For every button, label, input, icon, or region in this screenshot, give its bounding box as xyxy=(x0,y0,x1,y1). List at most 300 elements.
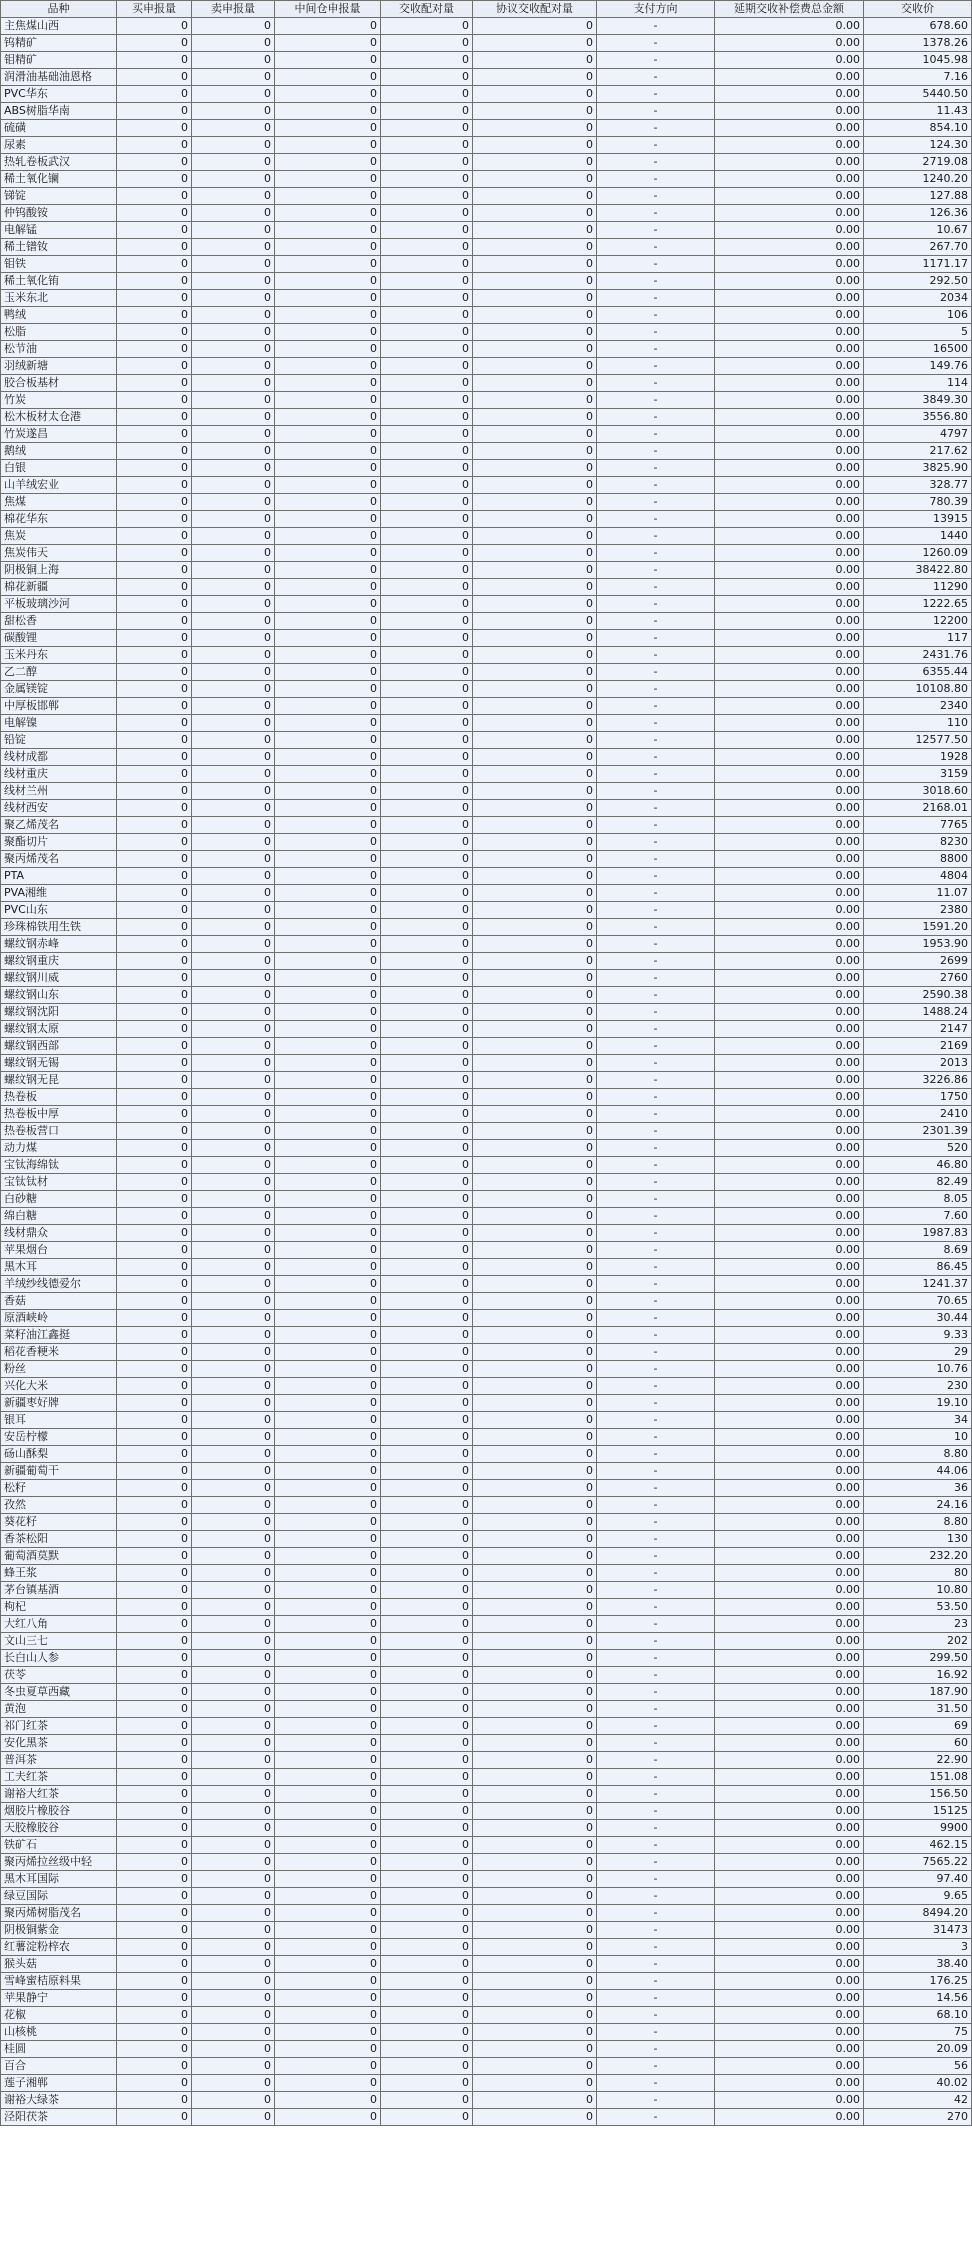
cell-deferred-compensation: 0.00 xyxy=(715,953,864,970)
cell-variety: 热轧卷板武汉 xyxy=(1,154,117,171)
cell-variety: 钼精矿 xyxy=(1,52,117,69)
cell-intermediate-declared: 0 xyxy=(275,409,381,426)
cell-agreement-matched-qty: 0 xyxy=(473,1633,597,1650)
cell-matched-qty: 0 xyxy=(381,800,473,817)
cell-buy-declared: 0 xyxy=(117,1293,192,1310)
cell-agreement-matched-qty: 0 xyxy=(473,1344,597,1361)
cell-delivery-price: 7.16 xyxy=(864,69,972,86)
cell-matched-qty: 0 xyxy=(381,1973,473,1990)
cell-buy-declared: 0 xyxy=(117,1939,192,1956)
cell-deferred-compensation: 0.00 xyxy=(715,1922,864,1939)
cell-agreement-matched-qty: 0 xyxy=(473,545,597,562)
cell-sell-declared: 0 xyxy=(192,630,275,647)
cell-delivery-price: 11290 xyxy=(864,579,972,596)
cell-variety: 原酒峡岭 xyxy=(1,1310,117,1327)
cell-sell-declared: 0 xyxy=(192,1021,275,1038)
cell-agreement-matched-qty: 0 xyxy=(473,1667,597,1684)
cell-delivery-price: 114 xyxy=(864,375,972,392)
cell-variety: 猴头菇 xyxy=(1,1956,117,1973)
cell-intermediate-declared: 0 xyxy=(275,1548,381,1565)
cell-deferred-compensation: 0.00 xyxy=(715,1327,864,1344)
cell-agreement-matched-qty: 0 xyxy=(473,1310,597,1327)
cell-sell-declared: 0 xyxy=(192,69,275,86)
cell-sell-declared: 0 xyxy=(192,1786,275,1803)
cell-matched-qty: 0 xyxy=(381,52,473,69)
cell-intermediate-declared: 0 xyxy=(275,1276,381,1293)
cell-sell-declared: 0 xyxy=(192,919,275,936)
cell-matched-qty: 0 xyxy=(381,1599,473,1616)
cell-sell-declared: 0 xyxy=(192,1038,275,1055)
cell-agreement-matched-qty: 0 xyxy=(473,460,597,477)
cell-payment-direction: - xyxy=(597,1293,715,1310)
cell-deferred-compensation: 0.00 xyxy=(715,1735,864,1752)
cell-buy-declared: 0 xyxy=(117,426,192,443)
cell-delivery-price: 3849.30 xyxy=(864,392,972,409)
cell-sell-declared: 0 xyxy=(192,1429,275,1446)
cell-payment-direction: - xyxy=(597,953,715,970)
cell-delivery-price: 9.65 xyxy=(864,1888,972,1905)
table-row xyxy=(1,307,972,324)
cell-matched-qty: 0 xyxy=(381,1463,473,1480)
table-row xyxy=(1,919,972,936)
table-row xyxy=(1,2109,972,2126)
cell-delivery-price: 12200 xyxy=(864,613,972,630)
cell-payment-direction: - xyxy=(597,1327,715,1344)
table-row xyxy=(1,69,972,86)
cell-matched-qty: 0 xyxy=(381,273,473,290)
cell-variety: 热卷板中厚 xyxy=(1,1106,117,1123)
cell-buy-declared: 0 xyxy=(117,1650,192,1667)
cell-buy-declared: 0 xyxy=(117,2058,192,2075)
cell-matched-qty: 0 xyxy=(381,511,473,528)
cell-delivery-price: 69 xyxy=(864,1718,972,1735)
cell-sell-declared: 0 xyxy=(192,1225,275,1242)
cell-intermediate-declared: 0 xyxy=(275,885,381,902)
cell-payment-direction: - xyxy=(597,562,715,579)
cell-payment-direction: - xyxy=(597,936,715,953)
cell-deferred-compensation: 0.00 xyxy=(715,698,864,715)
cell-delivery-price: 68.10 xyxy=(864,2007,972,2024)
cell-variety: 百合 xyxy=(1,2058,117,2075)
cell-deferred-compensation: 0.00 xyxy=(715,409,864,426)
cell-variety: 黄泡 xyxy=(1,1701,117,1718)
cell-matched-qty: 0 xyxy=(381,528,473,545)
cell-delivery-price: 230 xyxy=(864,1378,972,1395)
cell-delivery-price: 5 xyxy=(864,324,972,341)
cell-payment-direction: - xyxy=(597,1684,715,1701)
cell-matched-qty: 0 xyxy=(381,1140,473,1157)
cell-agreement-matched-qty: 0 xyxy=(473,970,597,987)
cell-delivery-price: 1378.26 xyxy=(864,35,972,52)
cell-payment-direction: - xyxy=(597,1395,715,1412)
cell-intermediate-declared: 0 xyxy=(275,103,381,120)
cell-deferred-compensation: 0.00 xyxy=(715,681,864,698)
cell-variety: 竹炭 xyxy=(1,392,117,409)
cell-matched-qty: 0 xyxy=(381,1990,473,2007)
cell-sell-declared: 0 xyxy=(192,1548,275,1565)
cell-matched-qty: 0 xyxy=(381,2092,473,2109)
cell-variety: 松籽 xyxy=(1,1480,117,1497)
cell-sell-declared: 0 xyxy=(192,834,275,851)
cell-buy-declared: 0 xyxy=(117,1582,192,1599)
cell-buy-declared: 0 xyxy=(117,511,192,528)
table-row xyxy=(1,1684,972,1701)
cell-sell-declared: 0 xyxy=(192,970,275,987)
cell-agreement-matched-qty: 0 xyxy=(473,2109,597,2126)
cell-sell-declared: 0 xyxy=(192,1106,275,1123)
cell-deferred-compensation: 0.00 xyxy=(715,1650,864,1667)
cell-deferred-compensation: 0.00 xyxy=(715,562,864,579)
cell-sell-declared: 0 xyxy=(192,1956,275,1973)
cell-sell-declared: 0 xyxy=(192,783,275,800)
cell-buy-declared: 0 xyxy=(117,1463,192,1480)
cell-payment-direction: - xyxy=(597,1633,715,1650)
table-row xyxy=(1,851,972,868)
table-row xyxy=(1,1854,972,1871)
table-row xyxy=(1,324,972,341)
cell-delivery-price: 31473 xyxy=(864,1922,972,1939)
col-header-sell-declared: 卖申报量 xyxy=(192,1,275,18)
cell-agreement-matched-qty: 0 xyxy=(473,1956,597,1973)
table-row xyxy=(1,868,972,885)
cell-matched-qty: 0 xyxy=(381,1803,473,1820)
cell-buy-declared: 0 xyxy=(117,460,192,477)
cell-matched-qty: 0 xyxy=(381,1854,473,1871)
cell-delivery-price: 149.76 xyxy=(864,358,972,375)
table-row xyxy=(1,1293,972,1310)
cell-intermediate-declared: 0 xyxy=(275,528,381,545)
table-row xyxy=(1,715,972,732)
cell-variety: 竹炭遂昌 xyxy=(1,426,117,443)
cell-agreement-matched-qty: 0 xyxy=(473,375,597,392)
cell-matched-qty: 0 xyxy=(381,1004,473,1021)
cell-sell-declared: 0 xyxy=(192,1837,275,1854)
cell-agreement-matched-qty: 0 xyxy=(473,1854,597,1871)
cell-deferred-compensation: 0.00 xyxy=(715,987,864,1004)
cell-intermediate-declared: 0 xyxy=(275,1650,381,1667)
cell-deferred-compensation: 0.00 xyxy=(715,851,864,868)
cell-deferred-compensation: 0.00 xyxy=(715,1871,864,1888)
cell-payment-direction: - xyxy=(597,2041,715,2058)
cell-buy-declared: 0 xyxy=(117,1395,192,1412)
table-row xyxy=(1,171,972,188)
cell-deferred-compensation: 0.00 xyxy=(715,2109,864,2126)
cell-buy-declared: 0 xyxy=(117,1412,192,1429)
cell-sell-declared: 0 xyxy=(192,1531,275,1548)
table-row xyxy=(1,1582,972,1599)
cell-payment-direction: - xyxy=(597,2109,715,2126)
cell-delivery-price: 16500 xyxy=(864,341,972,358)
cell-delivery-price: 8494.20 xyxy=(864,1905,972,1922)
cell-deferred-compensation: 0.00 xyxy=(715,35,864,52)
cell-sell-declared: 0 xyxy=(192,35,275,52)
cell-deferred-compensation: 0.00 xyxy=(715,1412,864,1429)
cell-intermediate-declared: 0 xyxy=(275,817,381,834)
cell-payment-direction: - xyxy=(597,1650,715,1667)
cell-buy-declared: 0 xyxy=(117,1871,192,1888)
cell-payment-direction: - xyxy=(597,1259,715,1276)
cell-deferred-compensation: 0.00 xyxy=(715,222,864,239)
cell-agreement-matched-qty: 0 xyxy=(473,290,597,307)
cell-variety: 葡萄酒莫默 xyxy=(1,1548,117,1565)
cell-variety: 聚乙烯茂名 xyxy=(1,817,117,834)
cell-deferred-compensation: 0.00 xyxy=(715,1072,864,1089)
cell-delivery-price: 53.50 xyxy=(864,1599,972,1616)
table-row xyxy=(1,1718,972,1735)
cell-buy-declared: 0 xyxy=(117,851,192,868)
cell-intermediate-declared: 0 xyxy=(275,902,381,919)
cell-buy-declared: 0 xyxy=(117,137,192,154)
cell-intermediate-declared: 0 xyxy=(275,239,381,256)
cell-sell-declared: 0 xyxy=(192,1565,275,1582)
cell-buy-declared: 0 xyxy=(117,477,192,494)
table-row xyxy=(1,1412,972,1429)
table-row xyxy=(1,1735,972,1752)
cell-variety: 白银 xyxy=(1,460,117,477)
cell-buy-declared: 0 xyxy=(117,1718,192,1735)
table-row xyxy=(1,902,972,919)
cell-payment-direction: - xyxy=(597,698,715,715)
cell-payment-direction: - xyxy=(597,1497,715,1514)
cell-agreement-matched-qty: 0 xyxy=(473,1990,597,2007)
cell-payment-direction: - xyxy=(597,2007,715,2024)
table-row xyxy=(1,1871,972,1888)
cell-intermediate-declared: 0 xyxy=(275,1038,381,1055)
cell-deferred-compensation: 0.00 xyxy=(715,1242,864,1259)
cell-deferred-compensation: 0.00 xyxy=(715,1616,864,1633)
cell-deferred-compensation: 0.00 xyxy=(715,341,864,358)
cell-payment-direction: - xyxy=(597,1939,715,1956)
cell-sell-declared: 0 xyxy=(192,1293,275,1310)
cell-matched-qty: 0 xyxy=(381,1514,473,1531)
cell-payment-direction: - xyxy=(597,1599,715,1616)
cell-agreement-matched-qty: 0 xyxy=(473,1548,597,1565)
table-row xyxy=(1,120,972,137)
table-row xyxy=(1,1548,972,1565)
cell-sell-declared: 0 xyxy=(192,1684,275,1701)
cell-matched-qty: 0 xyxy=(381,1310,473,1327)
cell-deferred-compensation: 0.00 xyxy=(715,647,864,664)
cell-variety: 乙二醇 xyxy=(1,664,117,681)
cell-deferred-compensation: 0.00 xyxy=(715,1191,864,1208)
cell-variety: 稀土氧化铕 xyxy=(1,273,117,290)
cell-agreement-matched-qty: 0 xyxy=(473,1497,597,1514)
cell-intermediate-declared: 0 xyxy=(275,256,381,273)
table-row xyxy=(1,1072,972,1089)
cell-sell-declared: 0 xyxy=(192,953,275,970)
table-row xyxy=(1,1667,972,1684)
cell-sell-declared: 0 xyxy=(192,1718,275,1735)
cell-payment-direction: - xyxy=(597,987,715,1004)
cell-intermediate-declared: 0 xyxy=(275,69,381,86)
cell-sell-declared: 0 xyxy=(192,1242,275,1259)
cell-sell-declared: 0 xyxy=(192,1480,275,1497)
cell-delivery-price: 3 xyxy=(864,1939,972,1956)
cell-matched-qty: 0 xyxy=(381,1837,473,1854)
cell-payment-direction: - xyxy=(597,1106,715,1123)
cell-variety: 硫磺 xyxy=(1,120,117,137)
cell-delivery-price: 13915 xyxy=(864,511,972,528)
cell-buy-declared: 0 xyxy=(117,1786,192,1803)
cell-intermediate-declared: 0 xyxy=(275,18,381,35)
cell-matched-qty: 0 xyxy=(381,2041,473,2058)
cell-agreement-matched-qty: 0 xyxy=(473,86,597,103)
cell-sell-declared: 0 xyxy=(192,375,275,392)
cell-matched-qty: 0 xyxy=(381,1905,473,1922)
cell-buy-declared: 0 xyxy=(117,545,192,562)
cell-buy-declared: 0 xyxy=(117,613,192,630)
cell-payment-direction: - xyxy=(597,256,715,273)
cell-variety: 松脂 xyxy=(1,324,117,341)
cell-delivery-price: 1591.20 xyxy=(864,919,972,936)
cell-intermediate-declared: 0 xyxy=(275,307,381,324)
cell-buy-declared: 0 xyxy=(117,987,192,1004)
cell-variety: 砀山酥梨 xyxy=(1,1446,117,1463)
cell-delivery-price: 2169 xyxy=(864,1038,972,1055)
table-row xyxy=(1,1327,972,1344)
cell-payment-direction: - xyxy=(597,154,715,171)
table-row xyxy=(1,732,972,749)
cell-matched-qty: 0 xyxy=(381,324,473,341)
cell-deferred-compensation: 0.00 xyxy=(715,358,864,375)
cell-sell-declared: 0 xyxy=(192,800,275,817)
cell-buy-declared: 0 xyxy=(117,1055,192,1072)
cell-agreement-matched-qty: 0 xyxy=(473,698,597,715)
cell-intermediate-declared: 0 xyxy=(275,1837,381,1854)
cell-deferred-compensation: 0.00 xyxy=(715,1701,864,1718)
cell-matched-qty: 0 xyxy=(381,1055,473,1072)
cell-matched-qty: 0 xyxy=(381,613,473,630)
cell-delivery-price: 3825.90 xyxy=(864,460,972,477)
cell-agreement-matched-qty: 0 xyxy=(473,1888,597,1905)
cell-payment-direction: - xyxy=(597,579,715,596)
cell-intermediate-declared: 0 xyxy=(275,1990,381,2007)
cell-delivery-price: 31.50 xyxy=(864,1701,972,1718)
cell-variety: PTA xyxy=(1,868,117,885)
cell-buy-declared: 0 xyxy=(117,681,192,698)
cell-sell-declared: 0 xyxy=(192,239,275,256)
cell-variety: 白砂糖 xyxy=(1,1191,117,1208)
cell-deferred-compensation: 0.00 xyxy=(715,1939,864,1956)
cell-agreement-matched-qty: 0 xyxy=(473,2024,597,2041)
table-row xyxy=(1,35,972,52)
cell-agreement-matched-qty: 0 xyxy=(473,647,597,664)
table-row xyxy=(1,749,972,766)
cell-buy-declared: 0 xyxy=(117,1004,192,1021)
table-row xyxy=(1,630,972,647)
cell-deferred-compensation: 0.00 xyxy=(715,885,864,902)
cell-sell-declared: 0 xyxy=(192,596,275,613)
cell-variety: 山核桃 xyxy=(1,2024,117,2041)
cell-sell-declared: 0 xyxy=(192,1208,275,1225)
cell-intermediate-declared: 0 xyxy=(275,477,381,494)
cell-buy-declared: 0 xyxy=(117,171,192,188)
cell-agreement-matched-qty: 0 xyxy=(473,1684,597,1701)
cell-variety: 电解镍 xyxy=(1,715,117,732)
cell-matched-qty: 0 xyxy=(381,120,473,137)
cell-intermediate-declared: 0 xyxy=(275,273,381,290)
cell-variety: 铁矿石 xyxy=(1,1837,117,1854)
cell-deferred-compensation: 0.00 xyxy=(715,1990,864,2007)
cell-intermediate-declared: 0 xyxy=(275,86,381,103)
cell-delivery-price: 8.05 xyxy=(864,1191,972,1208)
table-row xyxy=(1,1242,972,1259)
cell-buy-declared: 0 xyxy=(117,2024,192,2041)
cell-variety: 苹果烟台 xyxy=(1,1242,117,1259)
cell-buy-declared: 0 xyxy=(117,970,192,987)
cell-buy-declared: 0 xyxy=(117,630,192,647)
cell-payment-direction: - xyxy=(597,1531,715,1548)
cell-matched-qty: 0 xyxy=(381,1225,473,1242)
cell-delivery-price: 854.10 xyxy=(864,120,972,137)
cell-sell-declared: 0 xyxy=(192,545,275,562)
table-row xyxy=(1,18,972,35)
cell-variety: 兴化大米 xyxy=(1,1378,117,1395)
cell-delivery-price: 3226.86 xyxy=(864,1072,972,1089)
cell-matched-qty: 0 xyxy=(381,1786,473,1803)
cell-buy-declared: 0 xyxy=(117,1803,192,1820)
cell-agreement-matched-qty: 0 xyxy=(473,222,597,239)
cell-payment-direction: - xyxy=(597,375,715,392)
cell-intermediate-declared: 0 xyxy=(275,171,381,188)
cell-sell-declared: 0 xyxy=(192,2075,275,2092)
cell-intermediate-declared: 0 xyxy=(275,1157,381,1174)
cell-payment-direction: - xyxy=(597,1378,715,1395)
cell-variety: 谢裕大绿茶 xyxy=(1,2092,117,2109)
cell-sell-declared: 0 xyxy=(192,715,275,732)
cell-payment-direction: - xyxy=(597,290,715,307)
cell-variety: 电解锰 xyxy=(1,222,117,239)
cell-sell-declared: 0 xyxy=(192,613,275,630)
cell-variety: 碳酸锂 xyxy=(1,630,117,647)
cell-deferred-compensation: 0.00 xyxy=(715,2092,864,2109)
cell-matched-qty: 0 xyxy=(381,1361,473,1378)
cell-payment-direction: - xyxy=(597,1463,715,1480)
col-header-intermediate-declared: 中间仓申报量 xyxy=(275,1,381,18)
cell-sell-declared: 0 xyxy=(192,307,275,324)
cell-buy-declared: 0 xyxy=(117,1174,192,1191)
cell-deferred-compensation: 0.00 xyxy=(715,1038,864,1055)
cell-intermediate-declared: 0 xyxy=(275,290,381,307)
cell-agreement-matched-qty: 0 xyxy=(473,749,597,766)
cell-intermediate-declared: 0 xyxy=(275,970,381,987)
cell-payment-direction: - xyxy=(597,69,715,86)
cell-variety: 螺纹钢无昆 xyxy=(1,1072,117,1089)
cell-sell-declared: 0 xyxy=(192,18,275,35)
cell-sell-declared: 0 xyxy=(192,205,275,222)
cell-intermediate-declared: 0 xyxy=(275,749,381,766)
cell-delivery-price: 2380 xyxy=(864,902,972,919)
cell-matched-qty: 0 xyxy=(381,987,473,1004)
cell-sell-declared: 0 xyxy=(192,698,275,715)
cell-intermediate-declared: 0 xyxy=(275,1633,381,1650)
cell-intermediate-declared: 0 xyxy=(275,1480,381,1497)
cell-agreement-matched-qty: 0 xyxy=(473,1480,597,1497)
cell-buy-declared: 0 xyxy=(117,885,192,902)
cell-sell-declared: 0 xyxy=(192,1259,275,1276)
cell-delivery-price: 97.40 xyxy=(864,1871,972,1888)
cell-delivery-price: 30.44 xyxy=(864,1310,972,1327)
cell-deferred-compensation: 0.00 xyxy=(715,52,864,69)
cell-buy-declared: 0 xyxy=(117,103,192,120)
table-row xyxy=(1,409,972,426)
cell-deferred-compensation: 0.00 xyxy=(715,324,864,341)
cell-payment-direction: - xyxy=(597,817,715,834)
cell-sell-declared: 0 xyxy=(192,902,275,919)
cell-deferred-compensation: 0.00 xyxy=(715,1854,864,1871)
cell-variety: 羽绒新塘 xyxy=(1,358,117,375)
cell-deferred-compensation: 0.00 xyxy=(715,273,864,290)
